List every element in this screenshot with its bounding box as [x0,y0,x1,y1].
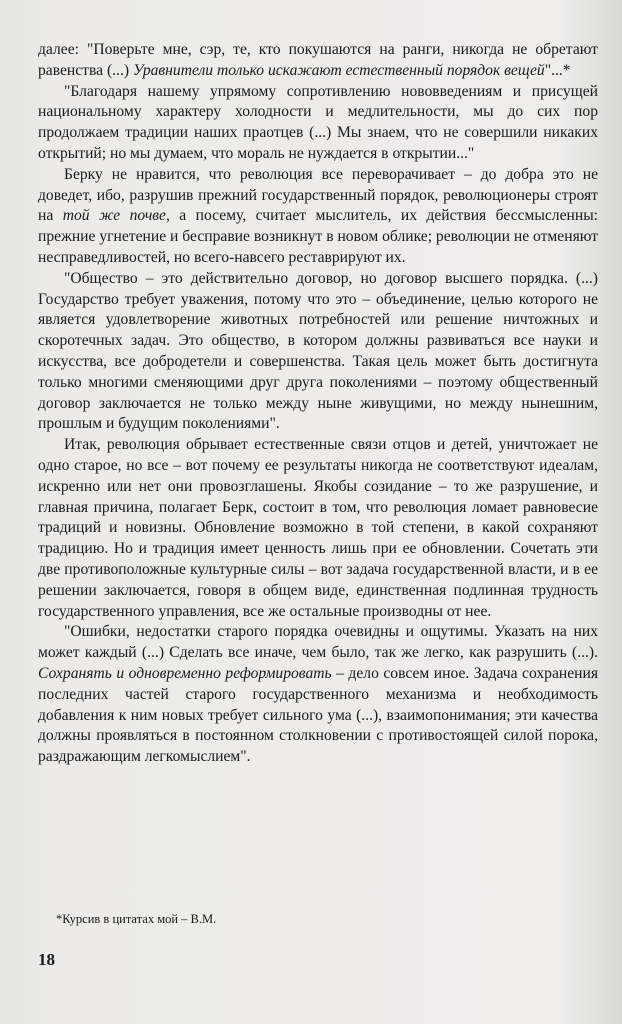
text-run: а посему, считает мыслитель, их действия бессмысленны: прежние угнетение и бесправие возникнут в новом облике; революции не отменяют несправедливостей, но всего-навсего реставрируют их. [38,207,599,266]
text-run: "...* [544,61,571,79]
text-run: далее: "Поверьте мне, сэр, те, кто покушаются на ранги, никогда не обретают равенства (...) [38,41,598,79]
paragraph [38,435,598,622]
text-run: "Ошибки, недостатки старого порядка очевидны и ощутимы. Указать на них может каждый (...) Сделать все иначе, чем было, так же легко, как разрушить (...). [38,623,598,662]
paragraph [38,622,598,768]
italic-run: Уравнители только искажают естественный порядок вещей [132,61,545,79]
text-run: "Общество – это действительно договор, но договор высшего порядка. (...) Государство требует уважения, потому что это – объединение, целью которого не является удовлетворение животных потребностей или решение ничтожных и скоротечных задач. Это общество, в котором должны развиваться все науки и искусства, все добродетели и совершенства. Такая цель может быть достигнута только многими сменяющими друг друга поколениями – поэтому общественный договор заключается не только между ныне живущими, но между нынешним, прошлым и будущим поколениями". [38,269,598,433]
text-run: "Благодаря нашему упрямому сопротивлению нововведениям и присущей национальному характеру холодности и медлительности, мы до сих пор продолжаем традиции наших праотцев (...) Мы знаем, что не совершили никаких открытий; но мы думаем, что мораль не нуждается в открытии..." [38,82,598,162]
body-text [38,40,598,768]
paragraph [38,82,598,165]
page-number: 18 [38,950,55,969]
paragraph [38,165,598,269]
text-run: – дело совсем иное. Задача сохранения последних частей старого государственного механизма и необходимость добавления к ним новых требует сильного ума (...), взаимопонимания; эти качества должны проявляться в постоянном столкновении с противостоящей силой порока, раздражающим легкомыслием". [38,664,598,766]
italic-run: Сохранять и одновременно реформировать [38,664,332,682]
paragraph [38,269,598,435]
text-run: Итак, революция обрывает естественные связи отцов и детей, уничтожает не одно старое, но все – вот почему ее результаты никогда не соответствуют идеалам, искренно или нет они провозглашены. Якобы созидание – то же разрушение, и главная причина, полагает Берк, состоит в том, что революция ломает равновесие традиций и новизны. Обновление возможно в той степени, в какой сохраняют традицию. Но и традиция имеет ценность лишь при ее обновлении. Сочетать эти две противоположные культурные силы – вот задача государственной власти, и в ее решении заключается, говоря в общем виде, единственная подлинная трудность государственного управления, все же остальные производны от нее. [38,436,598,620]
footnote: *Курсив в цитатах мой – В.М. [56,912,217,926]
paragraph [38,40,598,82]
italic-run: той же почве, [62,207,170,225]
text-run: Берку не нравится, что революция все переворачивает – до добра это не доведет, ибо, разрушив прежний государственный порядок, революционеры строят на [38,165,598,225]
